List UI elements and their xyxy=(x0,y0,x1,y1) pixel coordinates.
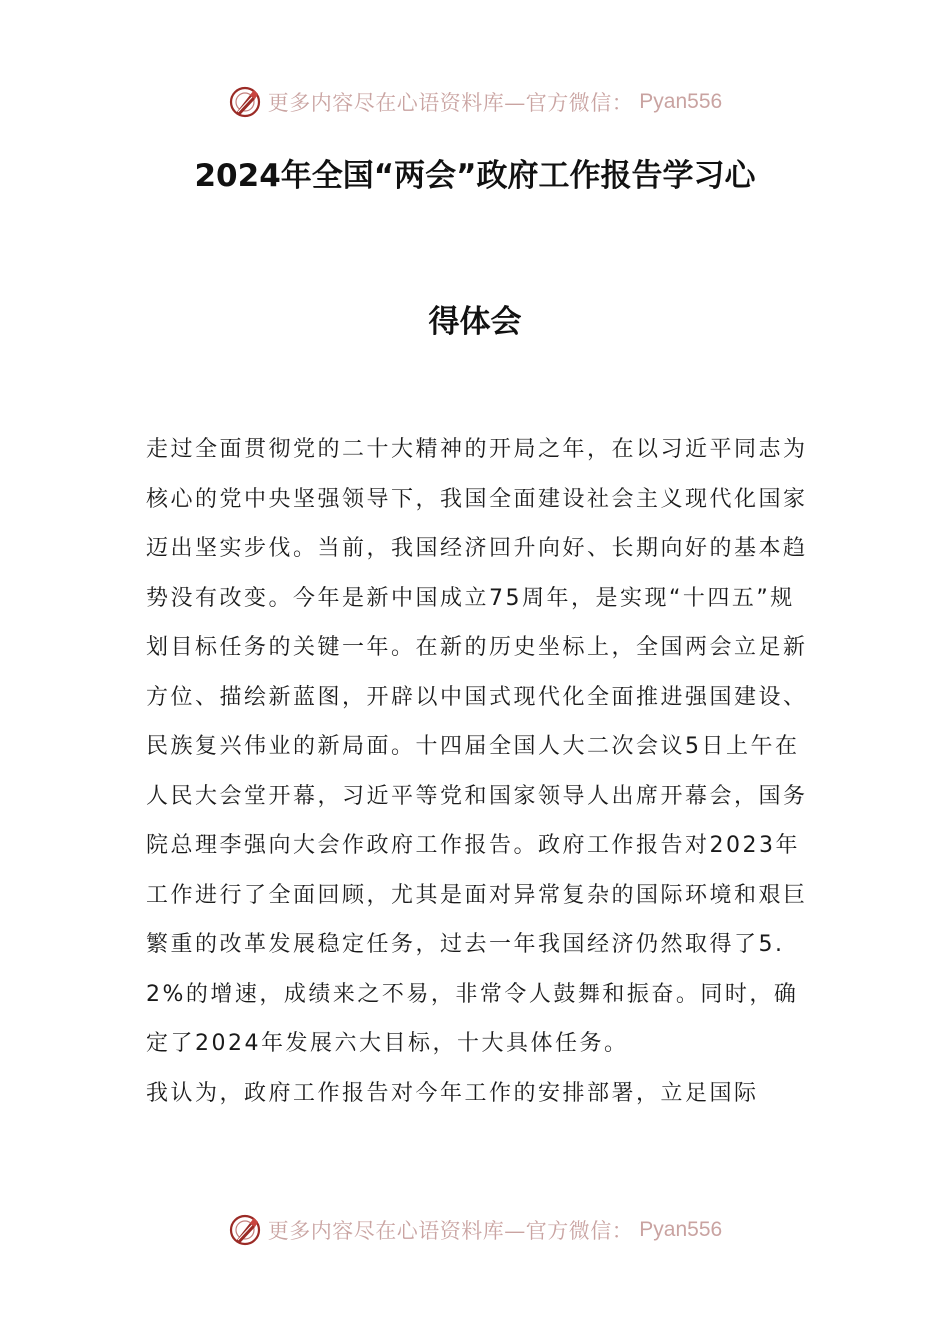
watermark-wechat-id: Pyan556 xyxy=(639,1218,723,1241)
paragraph-2: 我认为，政府工作报告对今年工作的安排部署，立足国际 xyxy=(146,1080,759,1106)
document-title-line-2: 得体会 xyxy=(428,304,522,340)
watermark-text: 更多内容尽在心语资料库—官方微信： xyxy=(267,1219,634,1243)
header-watermark xyxy=(0,82,950,122)
document-body xyxy=(146,425,816,1118)
watermark-wechat-id: Pyan556 xyxy=(639,90,723,113)
pen-nib-logo-icon xyxy=(228,1213,262,1247)
watermark-text: 更多内容尽在心语资料库—官方微信： xyxy=(267,91,634,115)
pen-nib-logo-icon xyxy=(228,85,262,119)
paragraph-1: 走过全面贯彻党的二十大精神的开局之年，在以习近平同志为核心的党中央坚强领导下，我国全面建设社会主义现代化国家迈出坚实步伐。当前，我国经济回升向好、长期向好的基本趋势没有改变。今年是新中国成立75周年，是实现“十四五”规划目标任务的关键一年。在新的历史坐标上，全国两会立足新方位、描绘新蓝图，开辟以中国式现代化全面推进强国建设、民族复兴伟业的新局面。十四届全国人大二次会议5日上午在人民大会堂开幕，习近平等党和国家领导人出席开幕会，国务院总理李强向大会作政府工作报告。政府工作报告对2023年工作进行了全面回顾，尤其是面对异常复杂的国际环境和艰巨繁重的改革发展稳定任务，过去一年我国经济仍然取得了5.2%的增速，成绩来之不易，非常令人鼓舞和振奋。同时，确定了2024年发展六大目标，十大具体任务。 xyxy=(146,437,808,1056)
footer-watermark xyxy=(0,1210,950,1250)
document-title-line-1: 2024年全国“两会”政府工作报告学习心 xyxy=(194,158,756,194)
